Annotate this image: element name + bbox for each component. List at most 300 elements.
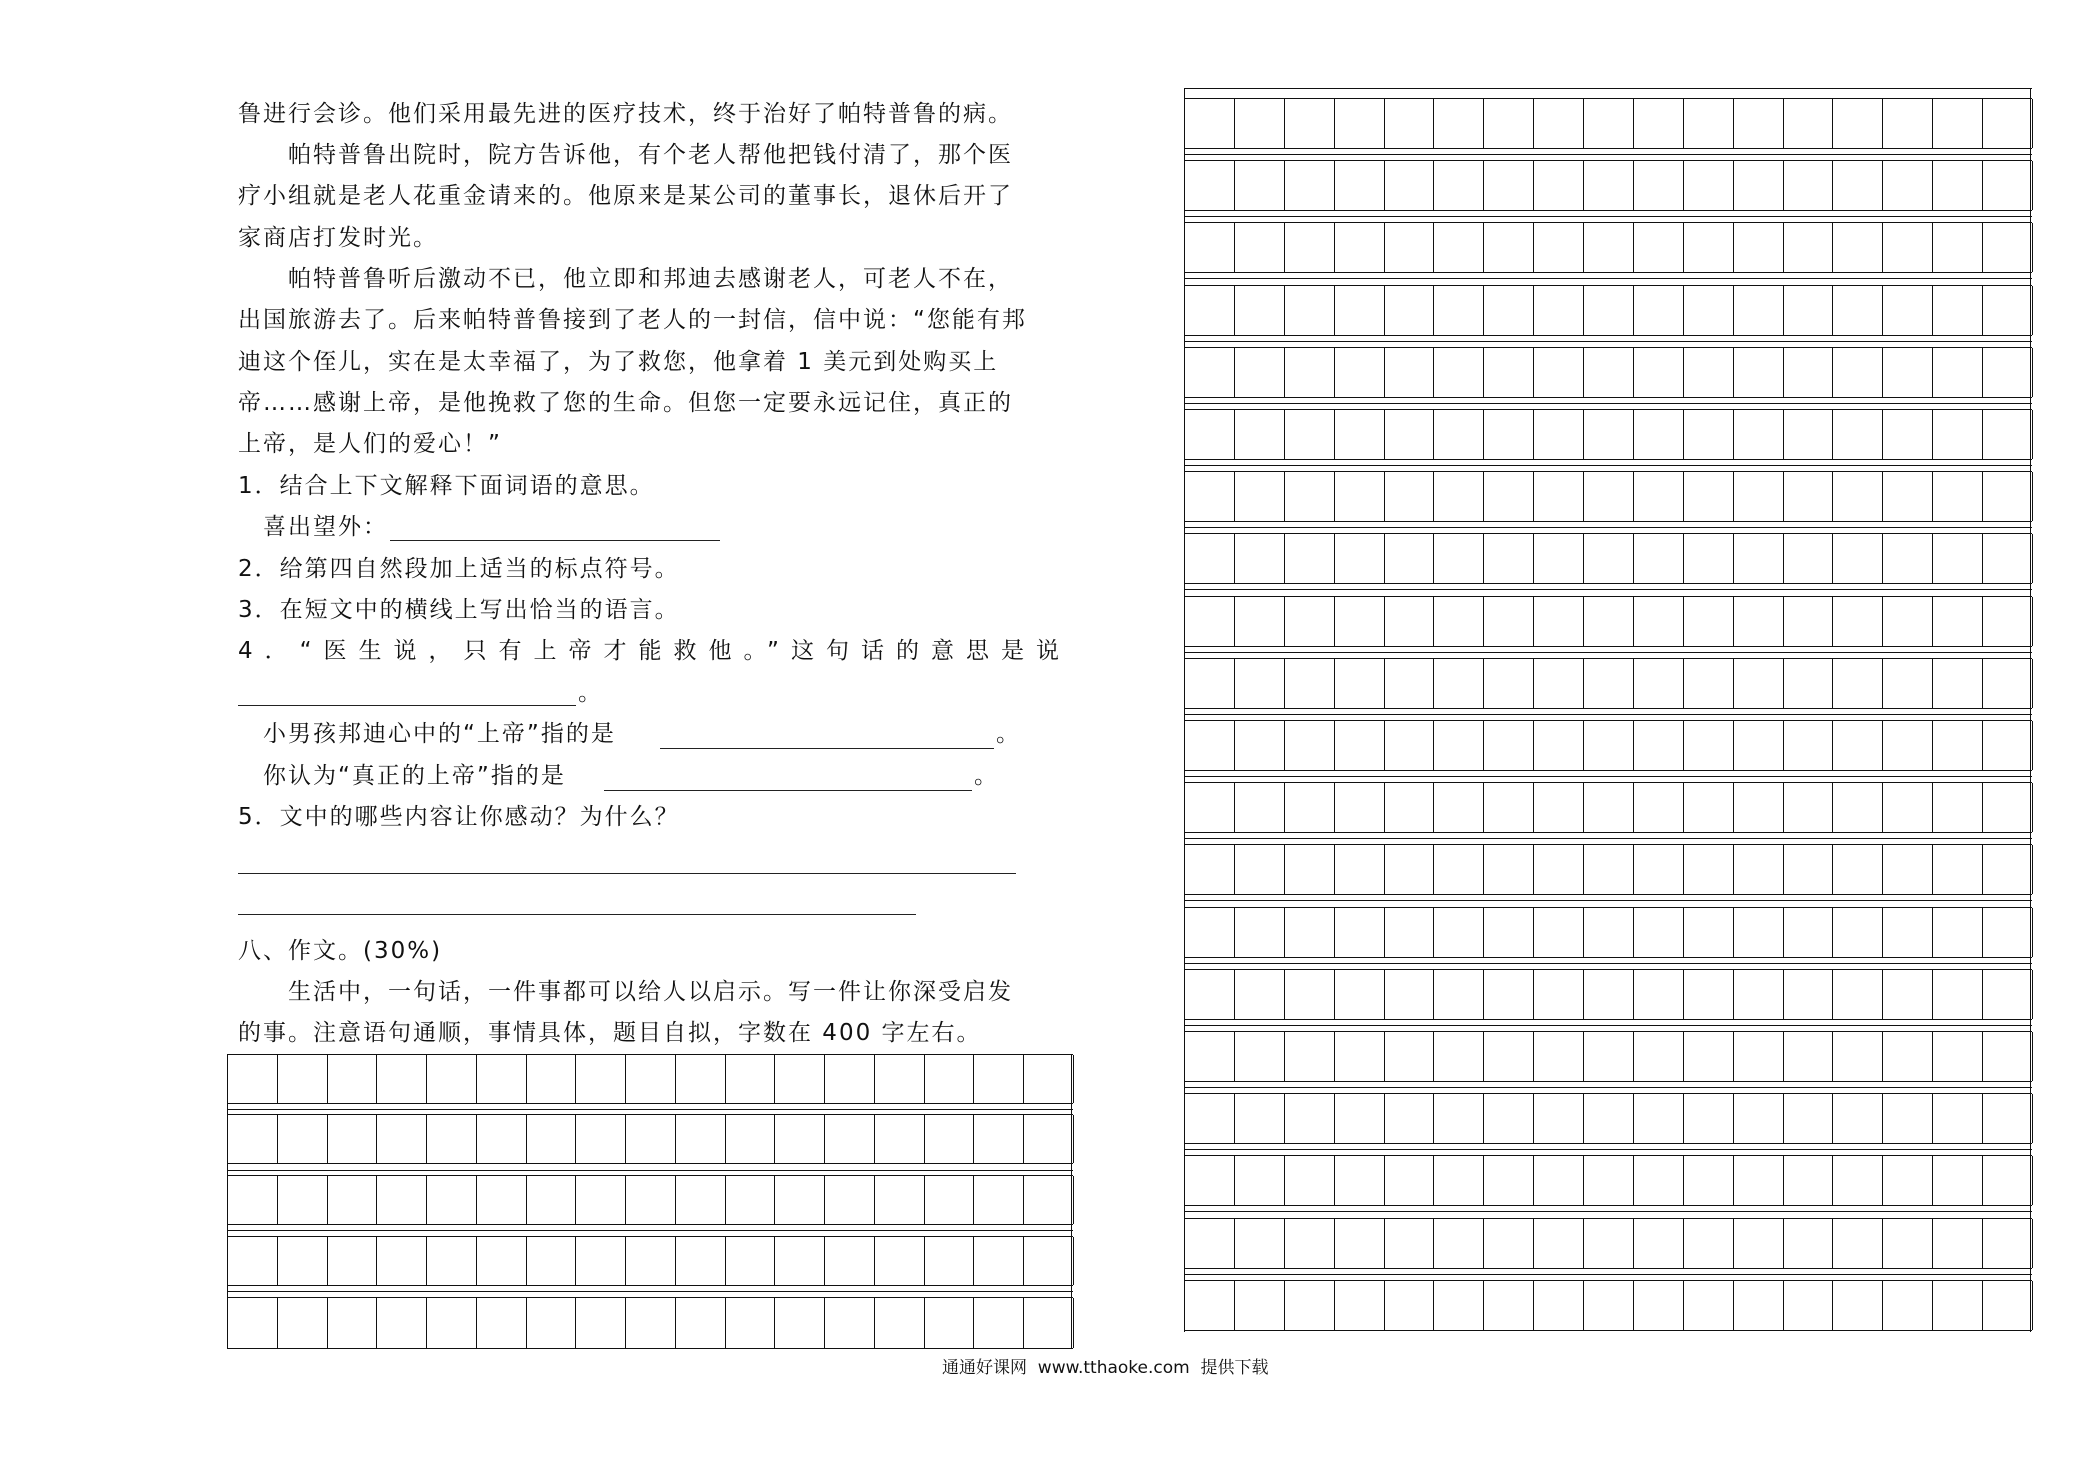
grid-cell[interactable] — [1933, 286, 1983, 335]
grid-cell[interactable] — [1634, 99, 1684, 148]
grid-cell[interactable] — [1933, 908, 1983, 957]
grid-cell[interactable] — [1335, 1281, 1385, 1330]
grid-cell[interactable] — [1684, 721, 1734, 770]
grid-row[interactable] — [1184, 596, 2032, 647]
grid-row[interactable] — [227, 1175, 1073, 1225]
grid-cell[interactable] — [228, 1298, 278, 1348]
grid-cell[interactable] — [1385, 908, 1435, 957]
grid-cell[interactable] — [1434, 970, 1484, 1019]
grid-row[interactable] — [1184, 782, 2032, 833]
grid-cell[interactable] — [925, 1115, 975, 1163]
grid-row[interactable] — [1184, 409, 2032, 460]
grid-cell[interactable] — [1634, 410, 1684, 459]
grid-cell[interactable] — [1434, 348, 1484, 397]
grid-cell[interactable] — [1734, 1219, 1784, 1268]
grid-cell[interactable] — [1833, 597, 1883, 646]
grid-cell[interactable] — [1734, 99, 1784, 148]
grid-cell[interactable] — [1434, 1156, 1484, 1205]
grid-cell[interactable] — [974, 1115, 1024, 1163]
grid-cell[interactable] — [1185, 1032, 1235, 1081]
grid-cell[interactable] — [1434, 908, 1484, 957]
grid-cell[interactable] — [1784, 908, 1834, 957]
answer-line-q5-2[interactable] — [238, 914, 916, 915]
grid-cell[interactable] — [1983, 597, 2033, 646]
grid-cell[interactable] — [676, 1176, 726, 1224]
grid-cell[interactable] — [1385, 410, 1435, 459]
grid-cell[interactable] — [1434, 597, 1484, 646]
grid-cell[interactable] — [1983, 99, 2033, 148]
grid-cell[interactable] — [1385, 659, 1435, 708]
grid-cell[interactable] — [1584, 597, 1634, 646]
grid-cell[interactable] — [1285, 410, 1335, 459]
grid-cell[interactable] — [1983, 1156, 2033, 1205]
grid-cell[interactable] — [1434, 1032, 1484, 1081]
grid-cell[interactable] — [1983, 534, 2033, 583]
grid-cell[interactable] — [1434, 721, 1484, 770]
grid-cell[interactable] — [1185, 161, 1235, 210]
grid-cell[interactable] — [1684, 845, 1734, 894]
grid-cell[interactable] — [1584, 908, 1634, 957]
grid-cell[interactable] — [1684, 1219, 1734, 1268]
grid-cell[interactable] — [377, 1055, 427, 1103]
grid-cell[interactable] — [1634, 1156, 1684, 1205]
grid-cell[interactable] — [1335, 348, 1385, 397]
grid-cell[interactable] — [1285, 1219, 1335, 1268]
grid-cell[interactable] — [1883, 597, 1933, 646]
grid-cell[interactable] — [1285, 783, 1335, 832]
grid-cell[interactable] — [1734, 1281, 1784, 1330]
grid-cell[interactable] — [775, 1055, 825, 1103]
grid-cell[interactable] — [1983, 845, 2033, 894]
grid-cell[interactable] — [1285, 970, 1335, 1019]
grid-cell[interactable] — [427, 1237, 477, 1285]
grid-cell[interactable] — [1534, 845, 1584, 894]
grid-cell[interactable] — [1534, 348, 1584, 397]
grid-cell[interactable] — [1833, 659, 1883, 708]
grid-cell[interactable] — [1634, 845, 1684, 894]
answer-line-q1[interactable] — [390, 540, 720, 541]
grid-cell[interactable] — [1385, 970, 1435, 1019]
grid-cell[interactable] — [1185, 970, 1235, 1019]
grid-cell[interactable] — [576, 1298, 626, 1348]
grid-cell[interactable] — [427, 1176, 477, 1224]
grid-cell[interactable] — [1235, 659, 1285, 708]
grid-cell[interactable] — [1983, 783, 2033, 832]
grid-cell[interactable] — [527, 1055, 577, 1103]
grid-cell[interactable] — [1285, 845, 1335, 894]
grid-cell[interactable] — [726, 1176, 776, 1224]
grid-cell[interactable] — [1235, 1156, 1285, 1205]
grid-cell[interactable] — [1385, 534, 1435, 583]
grid-cell[interactable] — [278, 1176, 328, 1224]
grid-cell[interactable] — [1784, 1281, 1834, 1330]
grid-cell[interactable] — [1833, 534, 1883, 583]
grid-cell[interactable] — [1734, 721, 1784, 770]
grid-cell[interactable] — [1285, 286, 1335, 335]
grid-cell[interactable] — [1784, 1156, 1834, 1205]
grid-cell[interactable] — [1385, 472, 1435, 521]
grid-cell[interactable] — [1734, 472, 1784, 521]
grid-cell[interactable] — [1335, 721, 1385, 770]
grid-cell[interactable] — [775, 1298, 825, 1348]
grid-cell[interactable] — [477, 1176, 527, 1224]
grid-cell[interactable] — [726, 1055, 776, 1103]
grid-cell[interactable] — [1235, 472, 1285, 521]
grid-cell[interactable] — [775, 1237, 825, 1285]
grid-cell[interactable] — [1534, 534, 1584, 583]
grid-cell[interactable] — [1584, 223, 1634, 272]
grid-cell[interactable] — [1285, 472, 1335, 521]
grid-cell[interactable] — [825, 1298, 875, 1348]
grid-cell[interactable] — [1235, 1281, 1285, 1330]
grid-cell[interactable] — [1185, 1156, 1235, 1205]
grid-cell[interactable] — [1285, 597, 1335, 646]
grid-cell[interactable] — [1883, 721, 1933, 770]
grid-cell[interactable] — [1833, 161, 1883, 210]
grid-cell[interactable] — [1883, 845, 1933, 894]
grid-cell[interactable] — [775, 1176, 825, 1224]
grid-cell[interactable] — [1335, 1032, 1385, 1081]
grid-cell[interactable] — [1235, 534, 1285, 583]
grid-cell[interactable] — [328, 1055, 378, 1103]
grid-cell[interactable] — [676, 1237, 726, 1285]
grid-cell[interactable] — [328, 1237, 378, 1285]
grid-cell[interactable] — [1534, 472, 1584, 521]
grid-row[interactable] — [1184, 471, 2032, 522]
grid-cell[interactable] — [1434, 286, 1484, 335]
grid-cell[interactable] — [1235, 721, 1285, 770]
grid-cell[interactable] — [1335, 908, 1385, 957]
grid-cell[interactable] — [1933, 1094, 1983, 1143]
grid-cell[interactable] — [1534, 659, 1584, 708]
grid-cell[interactable] — [1385, 1281, 1435, 1330]
grid-cell[interactable] — [576, 1055, 626, 1103]
grid-row[interactable] — [1184, 1093, 2032, 1144]
grid-cell[interactable] — [1883, 1281, 1933, 1330]
grid-cell[interactable] — [1933, 99, 1983, 148]
grid-cell[interactable] — [1734, 348, 1784, 397]
grid-cell[interactable] — [1784, 410, 1834, 459]
grid-cell[interactable] — [1285, 534, 1335, 583]
grid-cell[interactable] — [1385, 161, 1435, 210]
grid-cell[interactable] — [1534, 783, 1584, 832]
grid-cell[interactable] — [1185, 223, 1235, 272]
grid-cell[interactable] — [1024, 1176, 1074, 1224]
grid-cell[interactable] — [1983, 721, 2033, 770]
grid-cell[interactable] — [1484, 783, 1534, 832]
grid-cell[interactable] — [477, 1055, 527, 1103]
grid-cell[interactable] — [278, 1115, 328, 1163]
grid-cell[interactable] — [1584, 534, 1634, 583]
grid-cell[interactable] — [1784, 721, 1834, 770]
grid-cell[interactable] — [1883, 534, 1933, 583]
grid-cell[interactable] — [1185, 659, 1235, 708]
grid-cell[interactable] — [1235, 161, 1285, 210]
grid-cell[interactable] — [1933, 472, 1983, 521]
grid-cell[interactable] — [527, 1237, 577, 1285]
grid-cell[interactable] — [1285, 721, 1335, 770]
grid-cell[interactable] — [1833, 472, 1883, 521]
grid-cell[interactable] — [1434, 534, 1484, 583]
grid-cell[interactable] — [1883, 1156, 1933, 1205]
grid-cell[interactable] — [1684, 534, 1734, 583]
grid-cell[interactable] — [228, 1055, 278, 1103]
grid-cell[interactable] — [1235, 597, 1285, 646]
grid-cell[interactable] — [1883, 348, 1933, 397]
grid-cell[interactable] — [1484, 1094, 1534, 1143]
grid-row[interactable] — [1184, 98, 2032, 149]
grid-cell[interactable] — [676, 1115, 726, 1163]
grid-cell[interactable] — [1933, 721, 1983, 770]
grid-cell[interactable] — [1484, 908, 1534, 957]
grid-cell[interactable] — [1335, 1094, 1385, 1143]
grid-cell[interactable] — [676, 1298, 726, 1348]
grid-cell[interactable] — [1285, 223, 1335, 272]
grid-cell[interactable] — [1883, 908, 1933, 957]
grid-cell[interactable] — [1584, 1219, 1634, 1268]
grid-cell[interactable] — [1684, 908, 1734, 957]
grid-cell[interactable] — [1833, 99, 1883, 148]
grid-cell[interactable] — [1534, 223, 1584, 272]
grid-row[interactable] — [1184, 844, 2032, 895]
grid-cell[interactable] — [825, 1237, 875, 1285]
grid-cell[interactable] — [974, 1237, 1024, 1285]
grid-cell[interactable] — [1933, 1281, 1983, 1330]
grid-cell[interactable] — [1335, 99, 1385, 148]
grid-row[interactable] — [1184, 720, 2032, 771]
grid-cell[interactable] — [1484, 223, 1534, 272]
grid-cell[interactable] — [925, 1055, 975, 1103]
grid-cell[interactable] — [974, 1176, 1024, 1224]
grid-cell[interactable] — [1684, 161, 1734, 210]
grid-cell[interactable] — [1684, 348, 1734, 397]
grid-cell[interactable] — [1584, 721, 1634, 770]
grid-cell[interactable] — [1584, 410, 1634, 459]
grid-row[interactable] — [1184, 285, 2032, 336]
grid-cell[interactable] — [1024, 1055, 1074, 1103]
grid-cell[interactable] — [1983, 908, 2033, 957]
grid-cell[interactable] — [477, 1237, 527, 1285]
grid-row[interactable] — [227, 1236, 1073, 1286]
grid-cell[interactable] — [1484, 597, 1534, 646]
grid-cell[interactable] — [1734, 534, 1784, 583]
grid-cell[interactable] — [1833, 1219, 1883, 1268]
grid-cell[interactable] — [1534, 410, 1584, 459]
grid-cell[interactable] — [1983, 1281, 2033, 1330]
grid-cell[interactable] — [1784, 783, 1834, 832]
grid-cell[interactable] — [1983, 223, 2033, 272]
grid-cell[interactable] — [1335, 534, 1385, 583]
grid-cell[interactable] — [1734, 597, 1784, 646]
grid-cell[interactable] — [1385, 1156, 1435, 1205]
grid-cell[interactable] — [1634, 534, 1684, 583]
grid-cell[interactable] — [825, 1055, 875, 1103]
grid-cell[interactable] — [1235, 1219, 1285, 1268]
grid-cell[interactable] — [1185, 597, 1235, 646]
grid-cell[interactable] — [1434, 659, 1484, 708]
grid-cell[interactable] — [1734, 1032, 1784, 1081]
grid-cell[interactable] — [1534, 161, 1584, 210]
grid-cell[interactable] — [1734, 783, 1784, 832]
grid-row[interactable] — [1184, 1218, 2032, 1269]
grid-cell[interactable] — [1734, 659, 1784, 708]
grid-cell[interactable] — [1684, 223, 1734, 272]
grid-cell[interactable] — [1784, 597, 1834, 646]
grid-cell[interactable] — [1584, 1156, 1634, 1205]
grid-cell[interactable] — [1285, 161, 1335, 210]
grid-cell[interactable] — [1484, 472, 1534, 521]
grid-cell[interactable] — [974, 1298, 1024, 1348]
grid-cell[interactable] — [925, 1176, 975, 1224]
grid-cell[interactable] — [576, 1115, 626, 1163]
grid-cell[interactable] — [1983, 286, 2033, 335]
grid-cell[interactable] — [1235, 845, 1285, 894]
grid-cell[interactable] — [1784, 99, 1834, 148]
grid-cell[interactable] — [427, 1298, 477, 1348]
grid-cell[interactable] — [1734, 908, 1784, 957]
grid-cell[interactable] — [1484, 1156, 1534, 1205]
grid-cell[interactable] — [1335, 970, 1385, 1019]
grid-cell[interactable] — [726, 1115, 776, 1163]
grid-cell[interactable] — [875, 1298, 925, 1348]
grid-cell[interactable] — [1883, 1032, 1933, 1081]
grid-cell[interactable] — [1833, 908, 1883, 957]
grid-cell[interactable] — [1883, 1094, 1933, 1143]
grid-cell[interactable] — [1734, 1156, 1784, 1205]
grid-cell[interactable] — [1784, 1219, 1834, 1268]
grid-cell[interactable] — [1385, 783, 1435, 832]
grid-cell[interactable] — [1434, 223, 1484, 272]
grid-cell[interactable] — [825, 1176, 875, 1224]
grid-cell[interactable] — [1434, 161, 1484, 210]
grid-cell[interactable] — [1983, 472, 2033, 521]
grid-row[interactable] — [1184, 160, 2032, 211]
grid-cell[interactable] — [1285, 1156, 1335, 1205]
grid-cell[interactable] — [1484, 161, 1534, 210]
grid-cell[interactable] — [1185, 99, 1235, 148]
grid-cell[interactable] — [1983, 970, 2033, 1019]
grid-cell[interactable] — [1235, 908, 1285, 957]
grid-cell[interactable] — [377, 1176, 427, 1224]
grid-cell[interactable] — [1534, 970, 1584, 1019]
grid-cell[interactable] — [1933, 348, 1983, 397]
grid-cell[interactable] — [1185, 410, 1235, 459]
grid-cell[interactable] — [1784, 970, 1834, 1019]
grid-cell[interactable] — [1534, 1156, 1584, 1205]
grid-cell[interactable] — [1634, 1281, 1684, 1330]
grid-cell[interactable] — [1933, 223, 1983, 272]
grid-cell[interactable] — [1634, 721, 1684, 770]
grid-cell[interactable] — [1335, 783, 1385, 832]
grid-cell[interactable] — [1784, 1032, 1834, 1081]
grid-cell[interactable] — [1983, 1032, 2033, 1081]
grid-cell[interactable] — [1534, 908, 1584, 957]
grid-cell[interactable] — [1185, 472, 1235, 521]
grid-cell[interactable] — [1434, 99, 1484, 148]
grid-cell[interactable] — [1784, 534, 1834, 583]
grid-cell[interactable] — [1883, 659, 1933, 708]
answer-line-q4[interactable] — [238, 705, 576, 706]
grid-cell[interactable] — [1185, 845, 1235, 894]
answer-line-q4b[interactable] — [604, 790, 972, 791]
grid-cell[interactable] — [1833, 1094, 1883, 1143]
grid-cell[interactable] — [1584, 348, 1634, 397]
grid-cell[interactable] — [1484, 534, 1534, 583]
grid-cell[interactable] — [1784, 845, 1834, 894]
grid-cell[interactable] — [1883, 286, 1933, 335]
grid-cell[interactable] — [1584, 783, 1634, 832]
grid-cell[interactable] — [726, 1237, 776, 1285]
grid-cell[interactable] — [1335, 161, 1385, 210]
grid-cell[interactable] — [1833, 845, 1883, 894]
grid-row[interactable] — [1184, 1155, 2032, 1206]
grid-cell[interactable] — [1434, 1219, 1484, 1268]
grid-cell[interactable] — [1024, 1298, 1074, 1348]
grid-cell[interactable] — [875, 1055, 925, 1103]
grid-cell[interactable] — [1684, 597, 1734, 646]
grid-cell[interactable] — [1684, 970, 1734, 1019]
grid-cell[interactable] — [1584, 659, 1634, 708]
grid-cell[interactable] — [1335, 472, 1385, 521]
grid-cell[interactable] — [1734, 286, 1784, 335]
grid-cell[interactable] — [1983, 410, 2033, 459]
grid-cell[interactable] — [1933, 659, 1983, 708]
grid-cell[interactable] — [1784, 286, 1834, 335]
grid-cell[interactable] — [1185, 534, 1235, 583]
grid-cell[interactable] — [875, 1176, 925, 1224]
grid-cell[interactable] — [377, 1115, 427, 1163]
grid-cell[interactable] — [1584, 472, 1634, 521]
grid-cell[interactable] — [1684, 99, 1734, 148]
grid-cell[interactable] — [1634, 1094, 1684, 1143]
grid-cell[interactable] — [1584, 1281, 1634, 1330]
grid-cell[interactable] — [1634, 597, 1684, 646]
grid-cell[interactable] — [1784, 472, 1834, 521]
answer-line-q4a[interactable] — [660, 748, 994, 749]
grid-cell[interactable] — [1484, 348, 1534, 397]
grid-cell[interactable] — [477, 1115, 527, 1163]
grid-cell[interactable] — [1684, 783, 1734, 832]
grid-cell[interactable] — [1734, 1094, 1784, 1143]
grid-cell[interactable] — [1024, 1115, 1074, 1163]
grid-cell[interactable] — [1335, 223, 1385, 272]
grid-cell[interactable] — [1833, 1032, 1883, 1081]
grid-cell[interactable] — [1983, 1094, 2033, 1143]
grid-cell[interactable] — [1434, 783, 1484, 832]
grid-cell[interactable] — [1235, 1032, 1285, 1081]
grid-cell[interactable] — [1933, 845, 1983, 894]
grid-cell[interactable] — [1484, 1281, 1534, 1330]
grid-cell[interactable] — [1185, 1094, 1235, 1143]
grid-cell[interactable] — [278, 1298, 328, 1348]
grid-cell[interactable] — [1634, 1219, 1684, 1268]
grid-cell[interactable] — [228, 1176, 278, 1224]
grid-cell[interactable] — [1484, 410, 1534, 459]
grid-cell[interactable] — [1684, 1281, 1734, 1330]
grid-cell[interactable] — [1285, 1094, 1335, 1143]
grid-cell[interactable] — [1883, 161, 1933, 210]
grid-cell[interactable] — [925, 1237, 975, 1285]
grid-cell[interactable] — [1634, 348, 1684, 397]
grid-cell[interactable] — [1833, 1156, 1883, 1205]
grid-cell[interactable] — [1584, 99, 1634, 148]
grid-cell[interactable] — [1784, 348, 1834, 397]
grid-cell[interactable] — [626, 1237, 676, 1285]
grid-cell[interactable] — [1285, 1281, 1335, 1330]
grid-cell[interactable] — [1983, 348, 2033, 397]
grid-cell[interactable] — [1784, 659, 1834, 708]
grid-cell[interactable] — [1385, 721, 1435, 770]
